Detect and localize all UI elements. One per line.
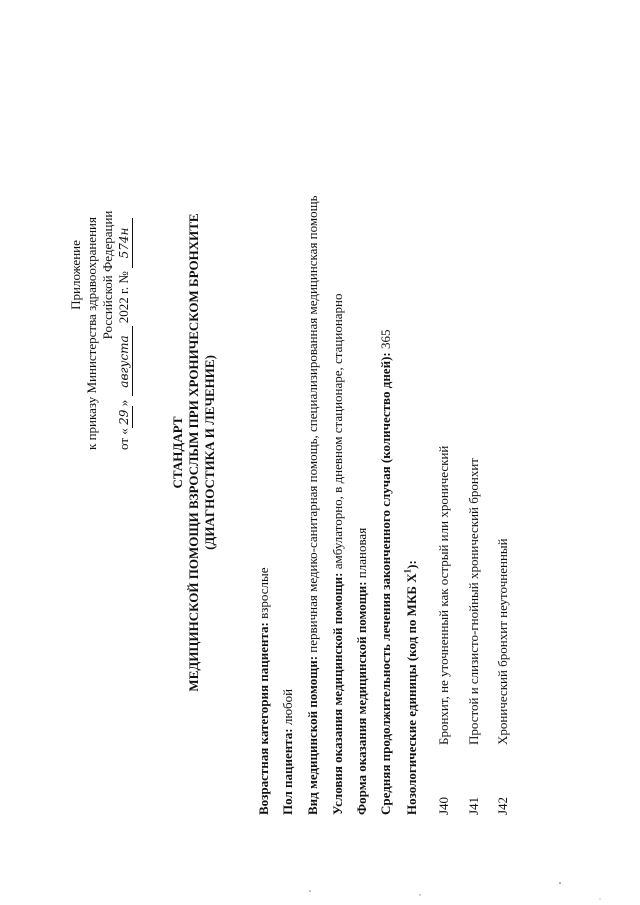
field-value: первичная медико-санитарная помощь, специализированная медицинская помощь [305,195,320,656]
order-number-handwritten: 574н [116,218,133,268]
field-care-conditions [330,293,346,815]
date-mid: » [116,399,131,407]
date-prefix: от « [116,428,131,450]
field-care-type [305,195,321,815]
nosology-heading [404,560,420,815]
date-month-handwritten: августа [116,326,133,396]
heading-title: МЕДИЦИНСКОЙ ПОМОЩИ ВЗРОСЛЫМ ПРИ ХРОНИЧЕСКОМ БРОНХИТЕ [186,213,201,692]
nosology-label: Нозологические единицы (код по МКБ X [404,573,419,815]
nosology-label-end: ): [404,560,419,569]
nosology-name: Хронический бронхит неуточненный [495,538,510,745]
field-age-category [256,568,272,815]
nosology-name: Бронхит, не уточненный как острый или хронический [436,445,451,745]
field-value: любой [280,688,295,729]
field-label: Вид медицинской помощи: [305,655,320,815]
field-sex [280,689,296,815]
heading-standard: СТАНДАРТ [170,416,185,489]
date-day-handwritten: 29 [116,406,133,428]
nosology-code: J41 [466,796,481,815]
field-label: Форма оказания медицинской помощи: [354,581,369,815]
nosology-name: Простой и слизисто-гнойный хронический бронхит [466,458,481,745]
appendix-order-line: к приказу Министерства здравоохранения [84,217,99,450]
nosology-code: J42 [495,796,510,815]
nosology-code: J40 [436,796,451,815]
field-care-form [354,528,370,815]
field-value: взрослые [256,567,271,623]
field-label: Пол пациента: [280,728,295,815]
field-label: Возрастная категория пациента: [256,622,271,815]
field-label: Условия оказания медицинской помощи: [330,572,345,815]
field-treatment-duration [378,330,394,815]
field-value: 365 [378,329,393,353]
appendix-title: Приложение [68,240,83,310]
date-year: 2022 г. № [116,271,131,324]
heading-subtitle: (ДИАГНОСТИКА И ЛЕЧЕНИЕ) [202,355,217,550]
appendix-country-line: Российской Федерации [100,210,115,340]
appendix-date-line [116,218,133,450]
field-value: амбулаторно, в дневном стационаре, стационарно [330,293,345,573]
field-value: плановая [354,527,369,582]
field-label: Средняя продолжительность лечения законченного случая (количество дней): [378,352,393,815]
nosology-footnote-mark: 1 [402,568,413,574]
